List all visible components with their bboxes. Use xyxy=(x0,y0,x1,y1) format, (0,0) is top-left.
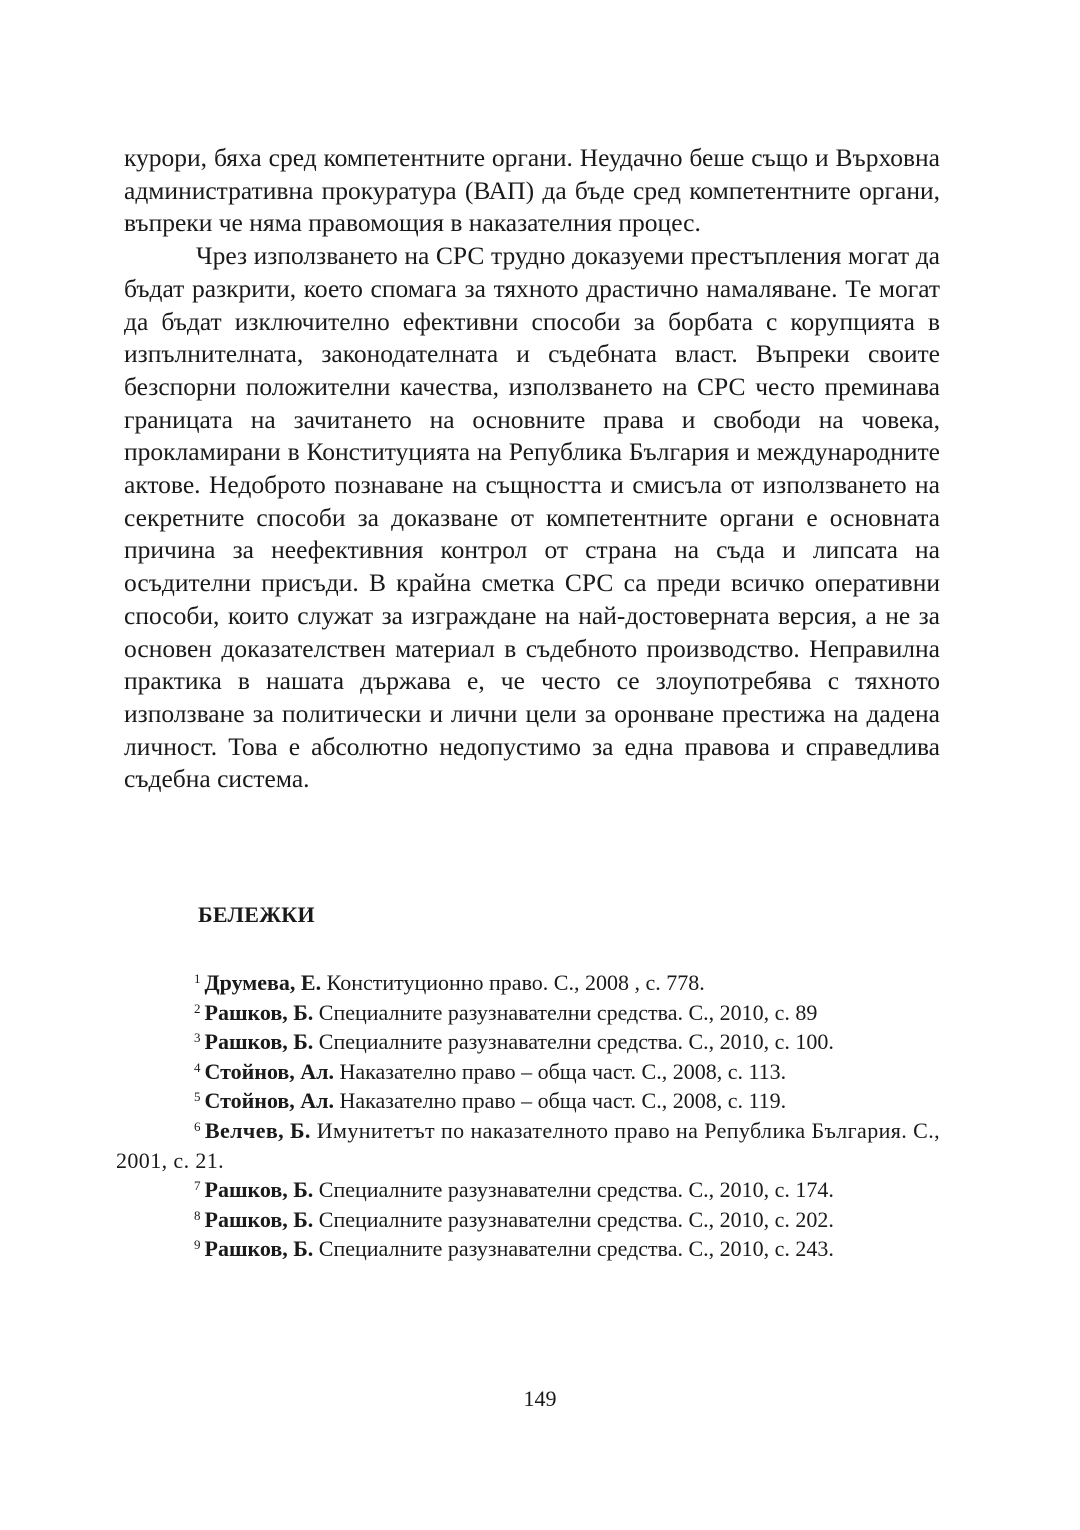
note-item xyxy=(116,1175,940,1205)
note-text: Специалните разузнавателни средства. С., 2010, с. 202. xyxy=(313,1206,834,1232)
notes-list xyxy=(116,968,940,1264)
note-text: Специалните разузнавателни средства. С., 2010, с. 100. xyxy=(313,1029,834,1055)
note-item xyxy=(116,1027,940,1057)
note-text: Имунитетът по наказателното право на Република България. С., 2001, с. 21. xyxy=(116,1117,940,1173)
note-author: Велчев, Б. xyxy=(204,1117,311,1143)
note-number: 1 xyxy=(194,971,201,986)
note-number: 4 xyxy=(194,1059,201,1075)
note-item xyxy=(116,968,940,998)
note-item xyxy=(116,1116,940,1175)
note-item xyxy=(116,1205,940,1235)
note-author: Стойнов, Ал. xyxy=(204,1058,335,1084)
note-author: Стойнов, Ал. xyxy=(204,1088,335,1114)
note-number: 5 xyxy=(194,1089,201,1105)
note-author: Рашков, Б. xyxy=(204,1029,314,1055)
note-item xyxy=(116,1057,940,1087)
note-item xyxy=(116,1086,940,1116)
paragraph: Чрез използването на СРС трудно доказуеми престъпления могат да бъдат разкрити, което спомага за тяхното драстично намаляване. Те могат да бъдат изключително ефективни способи за борбата с корупцията в изпълнителната, законодателната и съдебната власт. Въпреки своите безспорни положителни качества, използването на СРС често преминава границата на зачитането на основните права и свободи на човека, прокламирани в Конституцията на Република България и международните актове. Недоброто познаване на същността и смисъла от използването на секретните способи за доказване от компетентните органи е основната причина за неефективния контрол от страна на съда и липсата на осъдителни присъди. В крайна сметка СРС са преди всичко оперативни способи, които служат за изграждане на най-достоверната версия, а не за основен доказателствен материал в съдебното производство. Неправилна практика в нашата държава е, че често се злоупотребява с тяхното използване за политически и лични цели за оронване престижа на дадена личност. Това е абсолютно недопустимо за една правова и справедлива съдебна система. xyxy=(124,241,940,794)
note-author: Рашков, Б. xyxy=(204,1206,314,1232)
note-item xyxy=(116,1234,940,1264)
note-text: Специалните разузнавателни средства. С., 2010, с. 174. xyxy=(313,1177,834,1203)
note-text: Наказателно право – обща част. С., 2008, с. 119. xyxy=(334,1088,787,1114)
note-number: 7 xyxy=(194,1178,201,1194)
note-number: 9 xyxy=(194,1237,201,1253)
note-text: Конституционно право. С., 2008 , с. 778. xyxy=(321,970,705,995)
note-number: 3 xyxy=(194,1030,201,1046)
note-number: 2 xyxy=(194,1000,201,1016)
paragraph-continued: курори, бяха сред компетентните органи. Неудачно беше също и Върховна административна прокуратура (ВАП) да бъде сред компетентните органи, въпреки че няма правомощия в наказателния процес. xyxy=(124,143,940,238)
body-text xyxy=(124,142,940,796)
note-number: 8 xyxy=(194,1207,201,1223)
note-item xyxy=(116,998,940,1028)
note-author: Друмева, Е. xyxy=(204,970,322,995)
notes-heading: БЕЛЕЖКИ xyxy=(198,902,315,927)
note-number: 6 xyxy=(194,1118,201,1134)
note-text: Специалните разузнавателни средства. С., 2010, с. 243. xyxy=(313,1236,834,1262)
note-author: Рашков, Б. xyxy=(204,999,314,1025)
note-author: Рашков, Б. xyxy=(204,1236,314,1262)
note-text: Специалните разузнавателни средства. С., 2010, с. 89 xyxy=(313,999,818,1025)
note-text: Наказателно право – обща част. С., 2008, с. 113. xyxy=(334,1058,787,1084)
note-author: Рашков, Б. xyxy=(204,1177,314,1203)
page-number: 149 xyxy=(523,1386,557,1411)
